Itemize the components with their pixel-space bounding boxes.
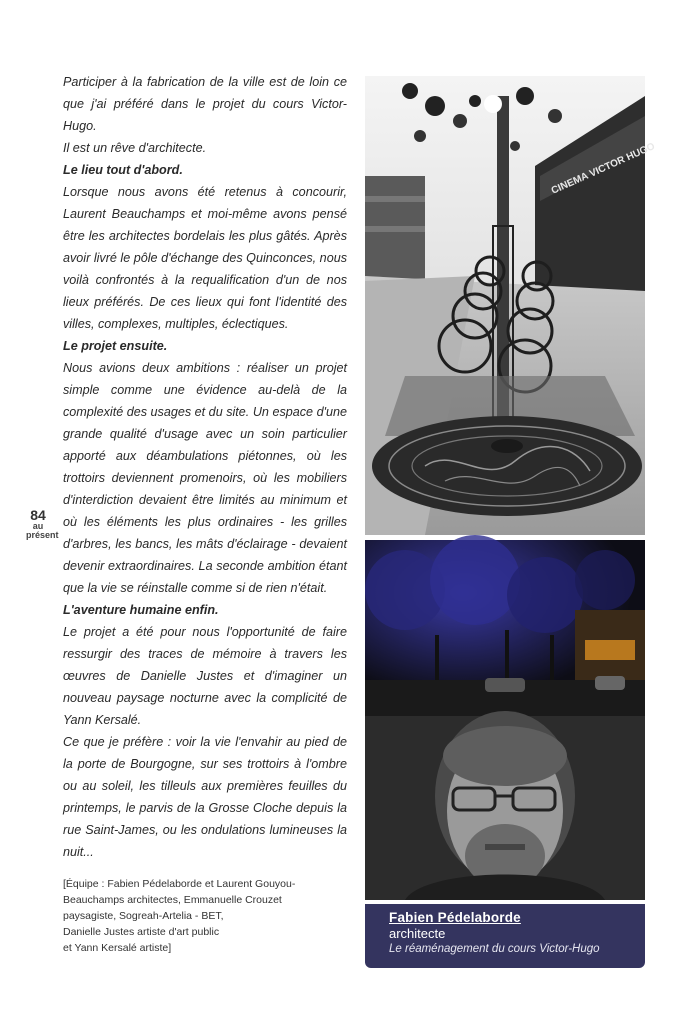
paragraph: Il est un rêve d'architecte.: [63, 141, 207, 155]
caption-role: architecte: [389, 926, 446, 941]
paragraph: Participer à la fabrication de la ville est de loin ce que j'ai préféré dans le projet du cours Victor-Hugo.: [63, 75, 347, 133]
caption-description: Le réaménagement du cours Victor-Hugo: [389, 943, 600, 955]
credits-line: paysagiste, Sogreah-Artelia - BET,: [63, 910, 224, 922]
paragraph: Ce que je préfère : voir la vie l'envahir au pied de la porte de Bourgogne, sur ses trottoirs à l'ombre ou au soleil, les tilleuls aux premières feuilles du printemps, le parvis de la Grosse Cloche depuis la rue Saint-James, ou les ondulations lumineuses la nuit...: [63, 735, 347, 859]
section-label: au présent: [26, 521, 59, 540]
photo-caption: [365, 904, 645, 968]
page-number-block: [26, 507, 59, 540]
article-text: [63, 71, 347, 863]
section-heading: L'aventure humaine enfin.: [63, 603, 219, 617]
night-street-photo: [365, 540, 645, 716]
credits-line: Danielle Justes artiste d'art public: [63, 926, 220, 938]
portrait-photo: [365, 716, 645, 900]
paragraph: Le projet a été pour nous l'opportunité de faire ressurgir des traces de mémoire à travers les œuvres de Danielle Justes et d'imaginer un nouveau paysage nocturne avec la complicité de Yann Kersalé.: [63, 625, 347, 727]
credits-line: et Yann Kersalé artiste]: [63, 942, 172, 954]
paragraph: Lorsque nous avons été retenus à concourir, Laurent Beauchamps et moi-même avons pensé être les architectes bordelais les plus gâtés. Après avoir livré le pôle d'échange des Quinconces, nous voilà confrontés à la requalification d'un de nos lieux préférés. De ces lieux qui font l'identité des villes, complexes, multiples, éclectiques.: [63, 185, 347, 331]
credits-line: [Équipe : Fabien Pédelaborde et Laurent Gouyou-: [63, 878, 296, 890]
street-photo: [365, 76, 657, 535]
cinema-sign: CINEMA VICTOR HUGO: [549, 141, 657, 197]
page-number: 84: [30, 507, 46, 523]
team-credits: [63, 876, 333, 956]
section-heading: Le projet ensuite.: [63, 339, 168, 353]
credits-line: Beauchamps architectes, Emmanuelle Crouzet: [63, 894, 282, 906]
paragraph: Nous avions deux ambitions : réaliser un projet simple comme une évidence au-delà de la complexité des usages et du site. Un espace d'une grande qualité d'usage avec un soin particulier apporté aux déambulations piétonnes, où les trottoirs deviennent promenoirs, où les mobiliers d'interdiction devaient être limités au minimum et où les éléments les plus ordinaires - les grilles d'arbres, les bancs, les mâts d'éclairage - devaient devenir extraordinaires. La seconde ambition étant que la vie se réinstalle comme si de rien n'était.: [63, 361, 347, 595]
caption-name: Fabien Pédelaborde: [389, 910, 521, 925]
section-heading: Le lieu tout d'abord.: [63, 163, 183, 177]
